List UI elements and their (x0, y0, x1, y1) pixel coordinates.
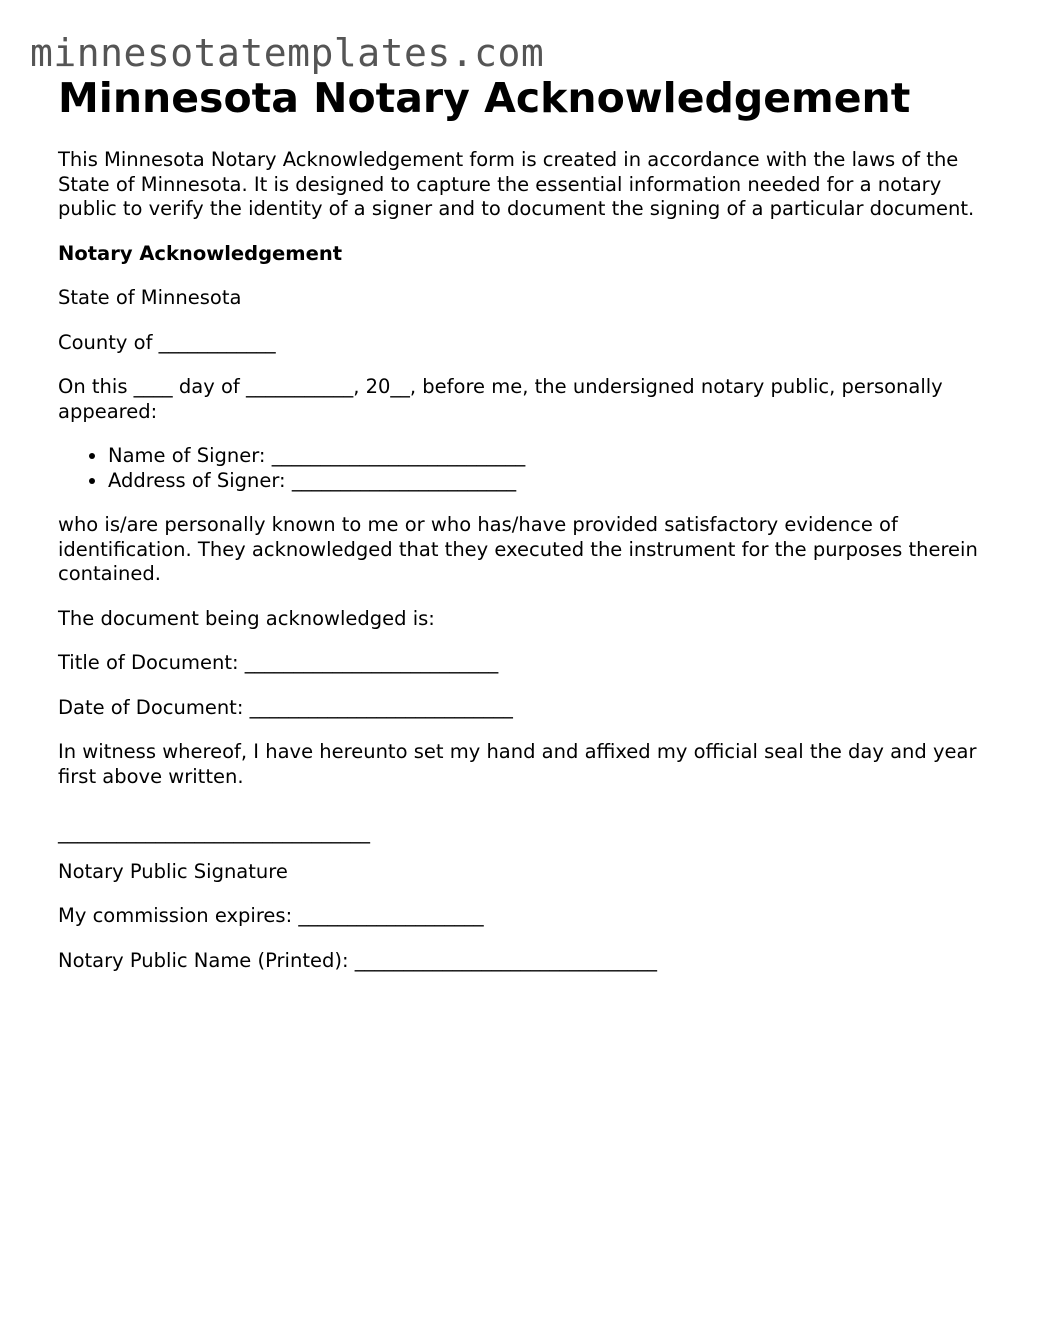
county-field: County of ____________ (58, 330, 276, 354)
document-intro: The document being acknowledged is: (58, 606, 435, 630)
document-body (58, 72, 998, 993)
signature-label: Notary Public Signature (58, 859, 288, 883)
document-date-field: Date of Document: ___________________________ (58, 695, 513, 719)
signer-address-field: • Address of Signer: _______________________ (108, 469, 998, 494)
witness-paragraph: In witness whereof, I have hereunto set my hand and affixed my official seal the day and year first above written. (58, 740, 977, 788)
notary-printed-name-field: Notary Public Name (Printed): _______________________________ (58, 948, 657, 972)
document-title-field: Title of Document: __________________________ (58, 651, 499, 674)
intro-paragraph: This Minnesota Notary Acknowledgement form is created in accordance with the laws of the State of Minnesota. It is designed to capture the essential information needed for a notary public to verify the identity of a signer and to document the signing of a particular document. (58, 148, 975, 220)
site-watermark: minnesotatemplates.com (30, 31, 545, 75)
document-title: Minnesota Notary Acknowledgement (58, 74, 911, 122)
signature-line: ________________________________ (58, 821, 370, 844)
section-heading: Notary Acknowledgement (58, 241, 343, 265)
signer-name-field: • Name of Signer: __________________________ (108, 444, 998, 469)
appearance-paragraph: On this ____ day of ___________, 20__, before me, the undersigned notary public, personally appeared: (58, 375, 943, 423)
state-line: State of Minnesota (58, 286, 242, 309)
identification-paragraph: who is/are personally known to me or who has/have provided satisfactory evidence of identification. They acknowledged that they executed the instrument for the purposes therein contained. (58, 513, 978, 585)
commission-expires-field: My commission expires: ___________________ (58, 904, 484, 927)
signer-fields-list (58, 444, 998, 493)
